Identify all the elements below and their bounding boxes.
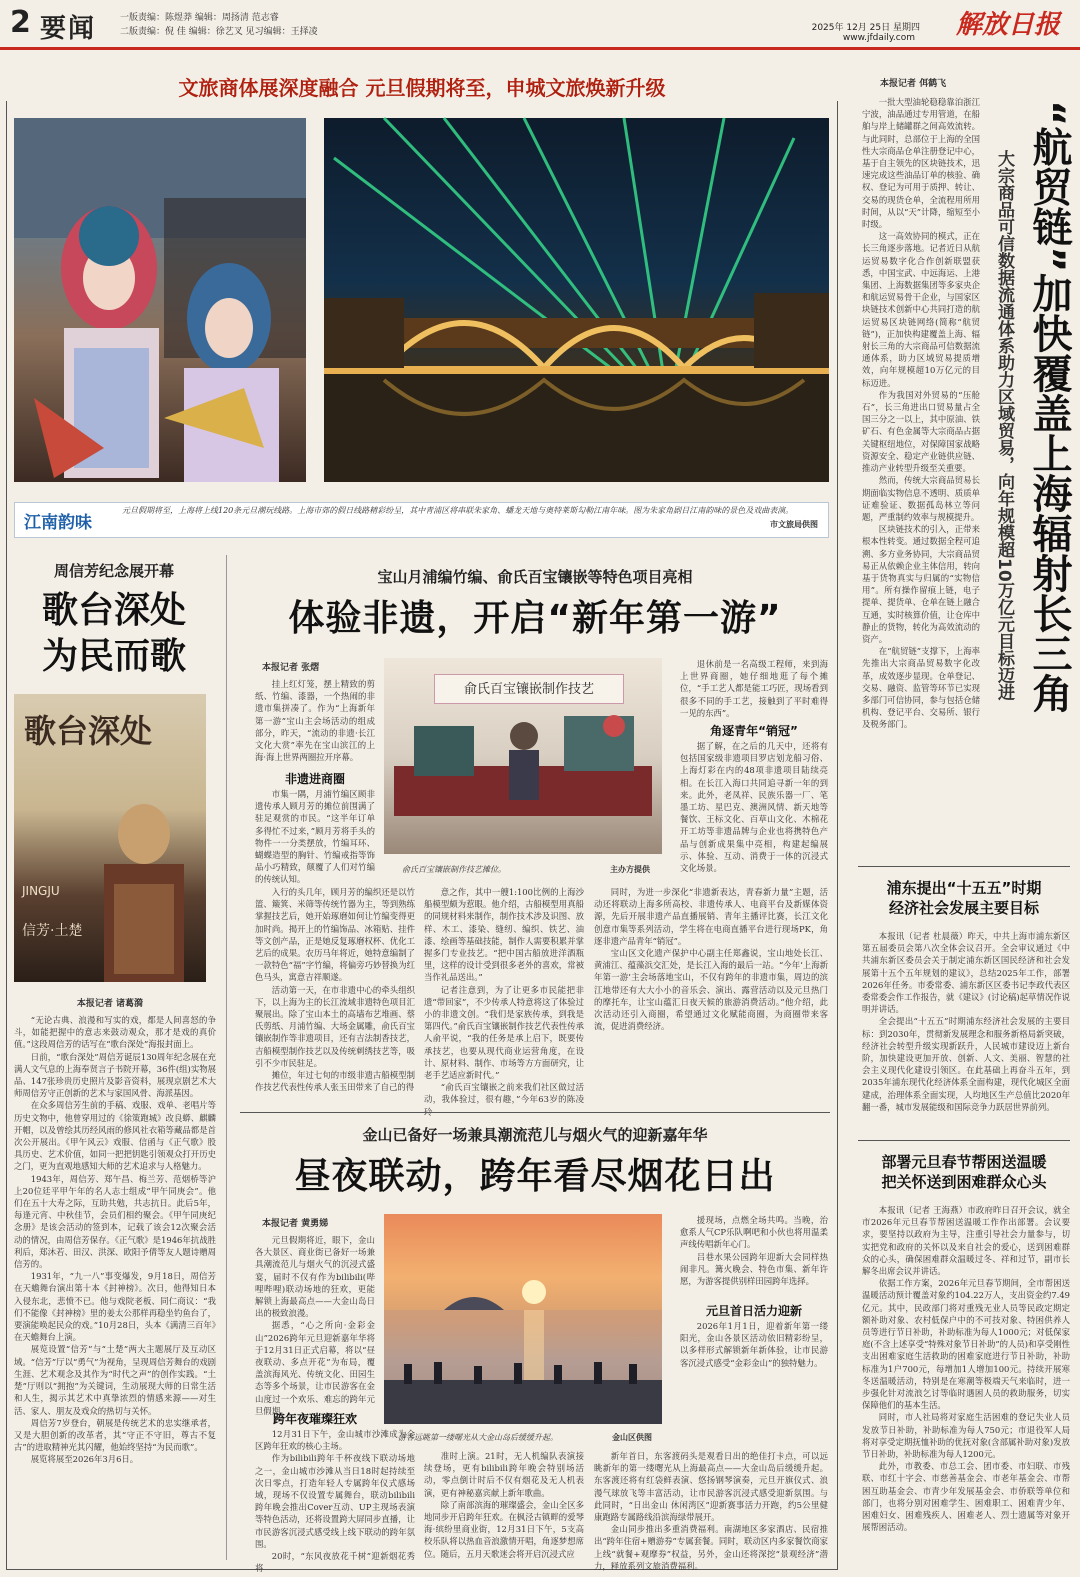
feiyi-booth-photo [384,658,662,854]
zhou-para-5: 1931年，“九一八”事变爆发，9月18日，周信芳在天蟾舞台演出第十本《封神榜》。次日，他得知日本入侵东北，悲愤不已。他与戏院老板、同仁商议：“我们不能像《封神榜》里的姜太公那样再稳坐钓鱼台了，要演能唤起民众的戏。”10月28日，头本《满清三百年》在天蟾舞台上演。 [14,1271,216,1343]
issue-date: 2025年 12月 25日 星期四 [811,23,920,33]
hangmao-title-part-2: 加快覆盖上海辐射长三角 [1026,272,1072,713]
jinshan-byline: 本报记者 黄勇娣 [262,1219,329,1229]
feiyi-para-c2: 记者注意到，为了让更多市民能把非遗“带回家”，不少传承人特意将这了体验过小的非遗文创。“我们是家族传承，到我是第四代。”俞氏百宝镶嵌制作技艺代表性传承人俞平说，“我的任务是承上启下，既要传承技艺，也要从现代商业运营角度，在设计、原材料、制作、市场等方方面研究，让老手艺适应新时代。” [424,984,584,1081]
jiangnan-caption: 元旦假期将至，上海将上线120条元旦潮玩线路。上海市郊的假日线路精彩纷呈，其中青浦区将串联朱家角、蟠龙天地与奥特莱斯勾勒江南年味。图为朱家角剧目江南韵味的景色及戏曲表演。 [122,506,794,515]
feiyi-kicker: 宝山月浦编竹编、俞氏百宝镶嵌等特色项目亮相 [377,568,693,586]
feiyi-para-b2: 入行的头几年，顾月芳的编织还是以竹篮、簸箕、米筛等传统竹器为主，等到熟练掌握技艺后，她开始琢磨如何让竹编变得更加时尚。揭开上的竹编饰品、冰箱贴、挂件等文创产品，正是她反复琢磨权杯、优化工艺后的成果。农历马年将近，她特意编制了一款特色“福”字竹编，将偏旁巧妙替换为红色马头，寓意吉祥顺遂。 [255,887,415,983]
zhou-para-4: 1943年，周信芳、郑午昌、梅兰芳、范烟桥等沪上20位廷平甲午年的名人志士组成“甲午同庚会”。他们在五十大寿之际，互助共勉，共志抗日。此后5年，每逢元宵、中秋佳节，会员们相约聚会。《甲午同庚纪念册》是该会活动的签到本，记载了该会12次聚会活动的情况，由周信芳保存。《正气歌》是1946年抗战胜利后，郑沐若、田汉、洪深、欧阳予倩等友人题诗赠周信芳的。 [14,1173,216,1270]
pudong-para-1: 本报讯（记者 杜晨薇）昨天，中共上海市浦东新区第五届委员会第八次全体会议召开。全会审议通过《中共浦东新区委员会关于制定浦东新区国民经济和社会发展第十五个五年规划的建议》，总结2025年工作，部署2026年任务。市委常委、浦东新区区委书记李政代表区委常委会作工作报告，就《建议》(讨论稿)起草情况作说明并讲话。 [862,931,1070,1015]
feiyi-body-d [680,658,828,719]
hangmao-title-part-1: “航贸链” [1026,100,1072,273]
jinshan-para-e2: 新年首日，东客渡码头是观看日出的绝佳打卡点，可以远眺新年的第一缕曙光从上海最高点——大金山岛后缓缓升起。东客渡还将有红袋鲜表演、悠扬钢琴演奏，元旦开旗仪式、浪漫气球放飞等丰富活动，让市民游客沉浸式感受迎新氛围。与此同时，“日出金山 休闲湾区”迎新赛事活力开跑，约5公里健康跑路专属路线沿滨海绿带展开。 [594,1451,828,1523]
yuandan-para-4: 此外，市教委、市总工会、团市委、市妇联、市残联、市红十字会、市慈善基金会、市老年基金会、市帮困互助基金会、市青少年发展基金会、市侨联等单位和部门，也将分别对困难学生、困难职工、困难青少年、困难妇女、困难残疾人、困难老人、烈士遗属等对象开展帮困活动。 [862,1461,1070,1533]
feiyi-photo-credit: 主办方提供 [610,865,650,874]
feiyi-photo-caption: 俞氏百宝镶嵌制作技艺摊位。 [402,865,506,874]
pudong-title-line-1: 浦东提出“十五五”时期 [886,879,1042,897]
pudong-para-2: 全会提出“十五五”时期浦东经济社会发展的主要目标：到2030年，贯彻新发展理念和服务新格局新突破，经济社会转型升级实现新跃升，人民城市建设迈上新台阶，加快建设更加开放、创新、人文、美丽、智慧的社会主义现代化建设引领区。在此基础上再奋斗五年，到2035年浦东现代化经济体系全面构建，现代化城区全面建成，治理体系全面实现，人均地区生产总值比2020年翻一番，城市发展能级和国际竞争力跃居世界前列。 [862,1016,1070,1112]
zhou-para-1: “无论古典、浪漫和写实的戏，都是人间喜怒的争斗，如能把握中的意志来鼓动观众，那才是戏的真价值。”这段周信芳的话写在“歌台深处”海报封面上。 [14,1015,216,1050]
zhou-title [14,588,214,680]
jinshan-para-b1: 12月31日下午，金山城市沙滩成为全区跨年狂欢的核心主场。 [255,1429,415,1452]
hangmao-para-2: 这一高效协同的模式，正在长三角逐步落地。记者近日从航运贸易数字化合作创新联盟获悉，中国宝武、中远海运、上港集团、上海数据集团等多家央企和航运贸易骨干企业，与国家区块链技术创新中心共同打造的航运贸易区块链网络(简称“航贸链”)，正加快构建覆盖上海、辐射长三角的大宗商品可信数据流通体系，助力区域贸易提质增效，向年规模超10万亿元的目标迈进。 [862,231,980,388]
sunrise-illustration [384,1214,662,1424]
jinshan-subhead-1: 跨年夜璀璨狂欢 [272,1412,357,1426]
jiangnan-credit: 市文旅局供图 [770,520,818,529]
jinshan-para-d2: 吕巷水果公园跨年迎新大会同样热闹非凡。篝火晚会、特色市集、新年许愿，为游客提供别样田园跨年选择。 [680,1251,828,1287]
zhou-title-line-1: 歌台深处 [41,590,186,631]
page-number: 2 [10,5,31,40]
bridge-lightshow-photo [324,118,829,482]
jinshan-kicker: 金山已备好一场兼具潮流范儿与烟火气的迎新嘉年华 [362,1126,708,1144]
bridge-illustration [324,118,829,482]
pudong-title [858,878,1070,918]
pudong-body [862,930,1070,1130]
pudong-title-line-2: 经济社会发展主要目标 [888,899,1039,917]
jinshan-body-e2 [594,1450,828,1571]
hangmao-title [1024,100,1074,790]
yuandan-body [862,1204,1070,1566]
right-byline: 本报记者 佴鹤飞 [880,79,947,89]
feiyi-title: 体验非遗，开启“新年第一游” [288,598,782,639]
feiyi-para-a1: 挂上红灯笼，摆上精致的剪纸、竹编、漆器，一个热闹的非遗市集拼凑了。作为“上海新年第一游”宝山主会场活动的组成部分，昨天，“流动的非遗·长江文化大赏”率先在宝山滨江的上海·海上世界两圈拉开序幕。 [255,679,375,763]
feiyi-para-c3: “俞氏百宝镶嵌之前来我们社区做过活动，我体验过，很有趣，”今年63岁的陈凌 [424,1082,584,1105]
hangmao-body [862,96,980,856]
opera-performers-photo [14,118,306,482]
jinshan-para-b2: 作为bilibili跨年千杯夜线下联动场地之一，金山城市沙滩从当日18时起持续至次日零点，打造年轻人专属跨年仪式感场域，现场不仅设置专属舞台，联动bilibili跨年晚会推出Cover互动、UP主现场表演等特色活动，还将设置跨大屏同步直播，让市民游客沉浸式感受线上线下联动的跨年氛围。 [255,1453,415,1549]
zhou-para-6: 展览设置“信芳”与“土楚”两大主题展厅及互动区域。“信芳”厅以“勇气”为视角，呈现周信芳舞台的戏剧生涯、艺术观念及其作为“时代之声”的创作实践。“土楚”厅则以“拥抱”为关键词，生动展现大师的日常生活和人生，揭示其艺术中真挚浓烈的情感来源——对生活、家人、朋友及戏众的热切与关怀。 [14,1344,216,1416]
hangmao-para-4: 然而，传统大宗商品贸易长期面临实物信息不透明、质质单证难验证、数据孤岛林立等问题，严重制约效率与规模提升。 [862,475,980,522]
zhou-title-line-2: 为民而歌 [41,636,186,677]
jinshan-para-a1: 元旦假期将近，眼下，金山各大景区、商业街已备好一场兼具潮流范儿与烟火气的沉浸式盛宴，届时不仅有作为bilibili(哔哩哔哩)联动场地的狂欢，更能解锁上海最高点——大金山岛日出的极致浪漫。 [255,1235,375,1319]
jinshan-body-c [424,1450,584,1562]
feiyi-subhead-1: 非遗进商圈 [284,772,345,786]
zhou-para-7: 周信芳7岁登台，朝展是传统艺术的忠实继承者，又是大胆创新的改革者，其“守正不守旧，尊古不复古”的进取精神光其闪耀，他始终坚持“为民而歌”。 [14,1417,216,1453]
yuandan-para-2: 依据工作方案，2026年元旦春节期间，全市帮困送温暖活动预计覆盖对象约104.22万人，支出资金约7.49亿元。其中，民政部门将对重残无业人员等民政定期定额补助对象、农村低保户中的不可技对象、特困供养人员等进行节日补助，补助标准为每人1000元；对低保家庭(不含上述享受“特殊对象节日补助”的人员)和享受刚性支出困难家庭生活救助的困难家庭进行节日补助，补助标准为1户700元，每增加1人增加100元。持续开展寒冬送温暖活动，特别是在寒潮等极端天气来临时，进一步强化针对流浪乞讨等临时遇困人员的救助服务，切实保障他们的基本生活。 [862,1278,1070,1411]
exhibition-poster-photo [14,694,206,982]
yuandan-para-1: 本报讯（记者 王海燕）市政府昨日召开会议，就全市2026年元旦春节帮困送温暖工作作出部署。会议要求，要坚持以政府为主导，注重引导社会力量参与，切实把党和政府的关怀以及来自社会的爱心，送到困难群众的心头，确保困难群众温暖过冬、祥和过节，副市长解冬出席会议并讲话。 [862,1205,1070,1277]
poster-figure-illustration [84,794,204,982]
sunrise-photo [384,1214,662,1424]
opera-illustration [14,118,306,482]
right-rule-1 [858,866,1070,867]
jinshan-para-b3: 20时，“东风夜放花千树”迎新烟花秀将 [255,1551,415,1574]
feiyi-body-e1 [680,740,828,882]
zhou-para-2: 日前，“歌台深处”周信芳诞辰130周年纪念展在充满人文气息的上海奉贤言子书院开幕，36件(组)实物展品、147张珍贵历史照片及影音资料，展现京剧艺术大师周信芳守正创新的艺术与家国风骨、海派基因。 [14,1051,216,1099]
feiyi-body-b1 [255,788,375,886]
booth-illustration [384,706,662,854]
hangmao-para-3: 作为我国对外贸易的“压舱石”，长三角进出口贸易量占全国三分之一以上，其中原油、铁矿石、有色金属等大宗商品占据关键枢纽地位，对保障国家战略资源安全、稳定产业链供应链、推动产业转型升级至关重要。 [862,389,980,474]
zhou-kicker: 周信芳纪念展开幕 [53,562,174,580]
poster-jingju: JINGJU [22,884,60,898]
section-name: 要闻 [40,14,97,44]
jinshan-para-d1: 援现场，点燃全场共鸣。当晚，治愈系人气CP乐队啊吧和小伙也将用温柔声线传唱新年心门。 [680,1215,828,1250]
poster-title: 歌台深处 [24,712,153,750]
jinshan-body-a [255,1234,375,1416]
feiyi-para-d1: 退休前是一名高级工程师，来到海上世界商圈，她仔细地逛了每个摊位，“手工艺人都是能工巧匠，现场看到很多不同的手工艺，接触到了平时难得一见的东西”。 [680,659,828,718]
zhou-body [14,1014,216,1562]
jinshan-body-b [255,1428,415,1574]
sunrise-photo-credit: 金山区供图 [612,1433,652,1442]
zhou-para-3: 在众多周信芳生前的手稿、戏服、戏单、老唱片等历史文物中，他曾穿用过的《徐策跑城》改良蟒、麒麟开帽，以及曾绘其历经风雨的修风社衣箱等藏品都是首次公开展出。《甲午风云》戏服、信函与《正气歌》股具历史、艺术价值，如同一把把钥匙引领观众打开历史之门，更为直观地感知大师的艺术追求与人格魅力。 [14,1100,216,1172]
feiyi-para-c1: 意之作，其中一艘1:100比例的上海沙船模型颇为惹眼。他介绍，古船模型用真船的同规材料来制作，制作技术涉及识图、放样、木工、漆染、缝纫、编织、铁艺、油漆、绘画等基础技能，制作人需要积累并掌握多门专业技艺。“把中国古船放进洋酒瓶里，这样的设计受到很多老外的喜欢，常被当作礼品送出。” [424,887,584,983]
jinshan-title: 昼夜联动，跨年看尽烟花日出 [294,1156,776,1197]
feiyi-body-e2 [594,886,828,1098]
feiyi-para-e2: 同时，为进一步深化“非遗新表达，青春新力量”主题，活动还将联动上海多所高校、非遗传承人、电商平台及新媒体资源，先后开展非遗产品直播展销、青年主播评比赛，长江文化创意市集等系列活动，学生将在电商直播平台进行现场PK，角逐非遗产品青年“销冠”。 [594,887,828,946]
newspaper-logo: 解放日报 [955,10,1060,40]
feiyi-para-b4: 摊位，年过七旬的市级非遗古船模型制作技艺代表性传承人张玉田带来了自己的得 [255,1070,415,1093]
jinshan-para-c1: 准时上演。21时，无人机编队表演接续登场，更有bilibili跨年晚会特别场活动，零点倒计时后不仅有烟花及无人机表演，更有神秘嘉宾献上新年歌曲。 [424,1451,584,1498]
feiyi-body-b2 [255,886,415,1098]
zhou-para-8: 展览将展至2026年3月6日。 [30,1454,139,1465]
jinshan-para-e1: 2026年1月1日，迎着新年第一缕阳光，金山各景区活动依旧精彩纷呈，以多样形式解锁新年新体验，让市民游客沉浸式感受“金彩金山”的独特魅力。 [680,1321,828,1368]
jinshan-para-a2: 据悉，“心之所向·金彩金山”2026跨年元旦迎新嘉年华将于12月31日正式启幕，将以“昼夜联动、多点开花”为布局，覆盖滨海风光、传统文化、田园生态等多个场景，让市民游客在金山度过一个欢乐、难忘的跨年元旦假期。 [255,1320,375,1416]
editors-line-1: 一版责编：陈煜莽 编辑：周扬清 范志睿 [120,13,279,23]
feiyi-subhead-2: 角逐青年“销冠” [710,724,798,738]
feiyi-body-c [424,886,584,1105]
booth-sign: 俞氏百宝镶嵌制作技艺 [434,674,624,704]
hangmao-para-1: 一批大型油轮稳稳靠泊浙江宁波，油品通过专用管道，在船舶与岸上储罐群之间高效流转。与此同时，总部位于上海的全国性大宗商品仓单注册登记中心，基于自主领先的区块链技术，迅速完成这些油品订单的核验、确权、登记为可用于质押、转让、交易的现货仓单，全流程用所用时间，从以“天”计降，缩短至小时级。 [862,97,980,230]
yuandan-title [858,1152,1070,1192]
feiyi-para-e1: 据了解，在之后的几天中，还将有包括国家级非遗项目罗店划龙船习俗、上海灯彩在内的48项非遗项目陆续亮相。在长江入海口共同追寻新一年的到来。此外，老凤祥、民族乐器一厂、笔墨工坊、星巴克、澳洲风情、新天地等餐饮、王标文化、百草山文化、木棉花开工坊等非遗品牌与企业也将携特色产品与创新成果集中亮相，构建起编展示、体验、互动、消费于一体的沉浸式文化场景。 [680,741,828,874]
jinshan-para-e3: 金山同步推出多重消费福利。南湖地区多家酒店、民宿推出“跨年住宿+赠游券”专属套餐。同时，联动区内多家餐饮商家上线“就餐+观摩券”权益，另外，金山还将深挖“景观经济”潜力，释放系列文旅消费福利。 [594,1524,828,1571]
hangmao-para-5: 区块链技术的引入，正带来根本性转变。通过数据全程可追溯、多方业务协同，大宗商品贸易正从依赖企业主体信用，转向基于货物真实与归属的“实物信用”。所有操作留痕上链，电子提单、提货单、仓单在链上融合互通，实时核算价值，让仓库中静止的货物，转化为高效流动的资产。 [862,524,980,644]
hangmao-para-6: 在“航贸链”支撑下，上海率先推出大宗商品贸易数字化改革，成效逐步显现。仓单登记、交易、融资、监管等环节已实现多部门可信协同，参与包括仓储机构、登记平台、交易所、银行及税务部门。 [862,646,980,730]
yuandan-title-line-2: 把关怀送到困难群众心头 [881,1173,1047,1191]
jinshan-subhead-2: 元旦首日活力迎新 [705,1304,802,1318]
feiyi-body-a [255,678,375,763]
zhou-byline: 本报记者 诸葛漪 [76,999,144,1009]
yuandan-para-3: 同时，市人社局将对家庭生活困难的登记失业人员发放节日补助，补助标准为每人750元；市退役军人局将对享受定期抚恤补助的优抚对象(含部属补助对象)发放节日补助，补助标准为每人1200元。 [862,1412,1070,1460]
article-rule [240,1112,830,1113]
column-divider [226,555,227,1560]
jinshan-body-e1 [680,1320,828,1444]
site-url[interactable]: www.jfdaily.com [842,33,915,43]
jiangnan-label: 江南韵味 [24,513,92,533]
yuandan-title-line-1: 部署元旦春节帮困送温暖 [881,1153,1047,1171]
editors-line-2: 二版责编：倪 佳 编辑：徐艺叉 见习编辑：王择凌 [120,27,318,37]
feiyi-para-b1: 市集一隅，月浦竹编区顾非遗传承人顾月芳的摊位前围满了驻足观赏的市民。“这半年订单多得忙不过来，”顾月芳将手头的物件一一分类摆放，竹编耳环、蝴蝶造型的胸针、竹编戒指等饰品小巧精致，颠覆了人们对竹编的传统认知。 [255,789,375,885]
feature-banner: 文旅商体展深度融合 元旦假期将至，申城文旅焕新升级 [6,72,838,101]
feiyi-para-b3: 活动第一天，在市非遗中心的牵头组织下，以上海为主的长江流域非遗特色项目汇聚展出。除了宝山本土的高墙布艺堆画、蔡氏剪纸、月浦竹编、大场金属雕，俞氏百宝镶嵌制作等非遗项目，还有吉法制香技艺，吉船模型制作技艺以及传统刺绣技艺等，吸引不少市民驻足。 [255,984,415,1068]
hangmao-subtitle: 大宗商品可信数据流通体系助力区域贸易，向年规模超10万亿元目标迈进 [994,150,1014,701]
feiyi-para-e3: 宝山区文化遗产保护中心副主任郑鑫说，宝山地处长江、黄浦江、蕴藻浜交汇处，是长江入海的最后一站。“今年‘上海新年第一游’主会场落地宝山，不仅有跨年的非遗市集，周边的滨江地带还有大大小小的音乐会、演出、露营活动以及元旦热门的摩托车，让宝山蕴汇日夜天候的旅游消费活动。”他介绍，此次活动还引入商圈，希望通过文化赋能商圈，为商圈带来客流，促进消费经济。 [594,948,828,1032]
jinshan-para-c2: 除了南部滨海的璀璨盛会，金山全区多地同步开启跨年狂欢。在枫泾古镇畔的爱琴海·缤纷里商业街，12月31日下午，5支高校乐队将以热血音浪激情开唱，角逐梦想席位。随后，五月天歌迷会将开启沉浸式应 [424,1499,584,1559]
sunrise-photo-caption: 游客远眺第一缕曙光从大金山岛后缓缓升起。 [398,1433,558,1442]
right-rule-2 [858,1140,1070,1141]
feiyi-byline: 本报记者 张熠 [262,663,320,673]
jinshan-body-d [680,1214,828,1296]
poster-name: 信芳·土楚 [22,923,83,939]
